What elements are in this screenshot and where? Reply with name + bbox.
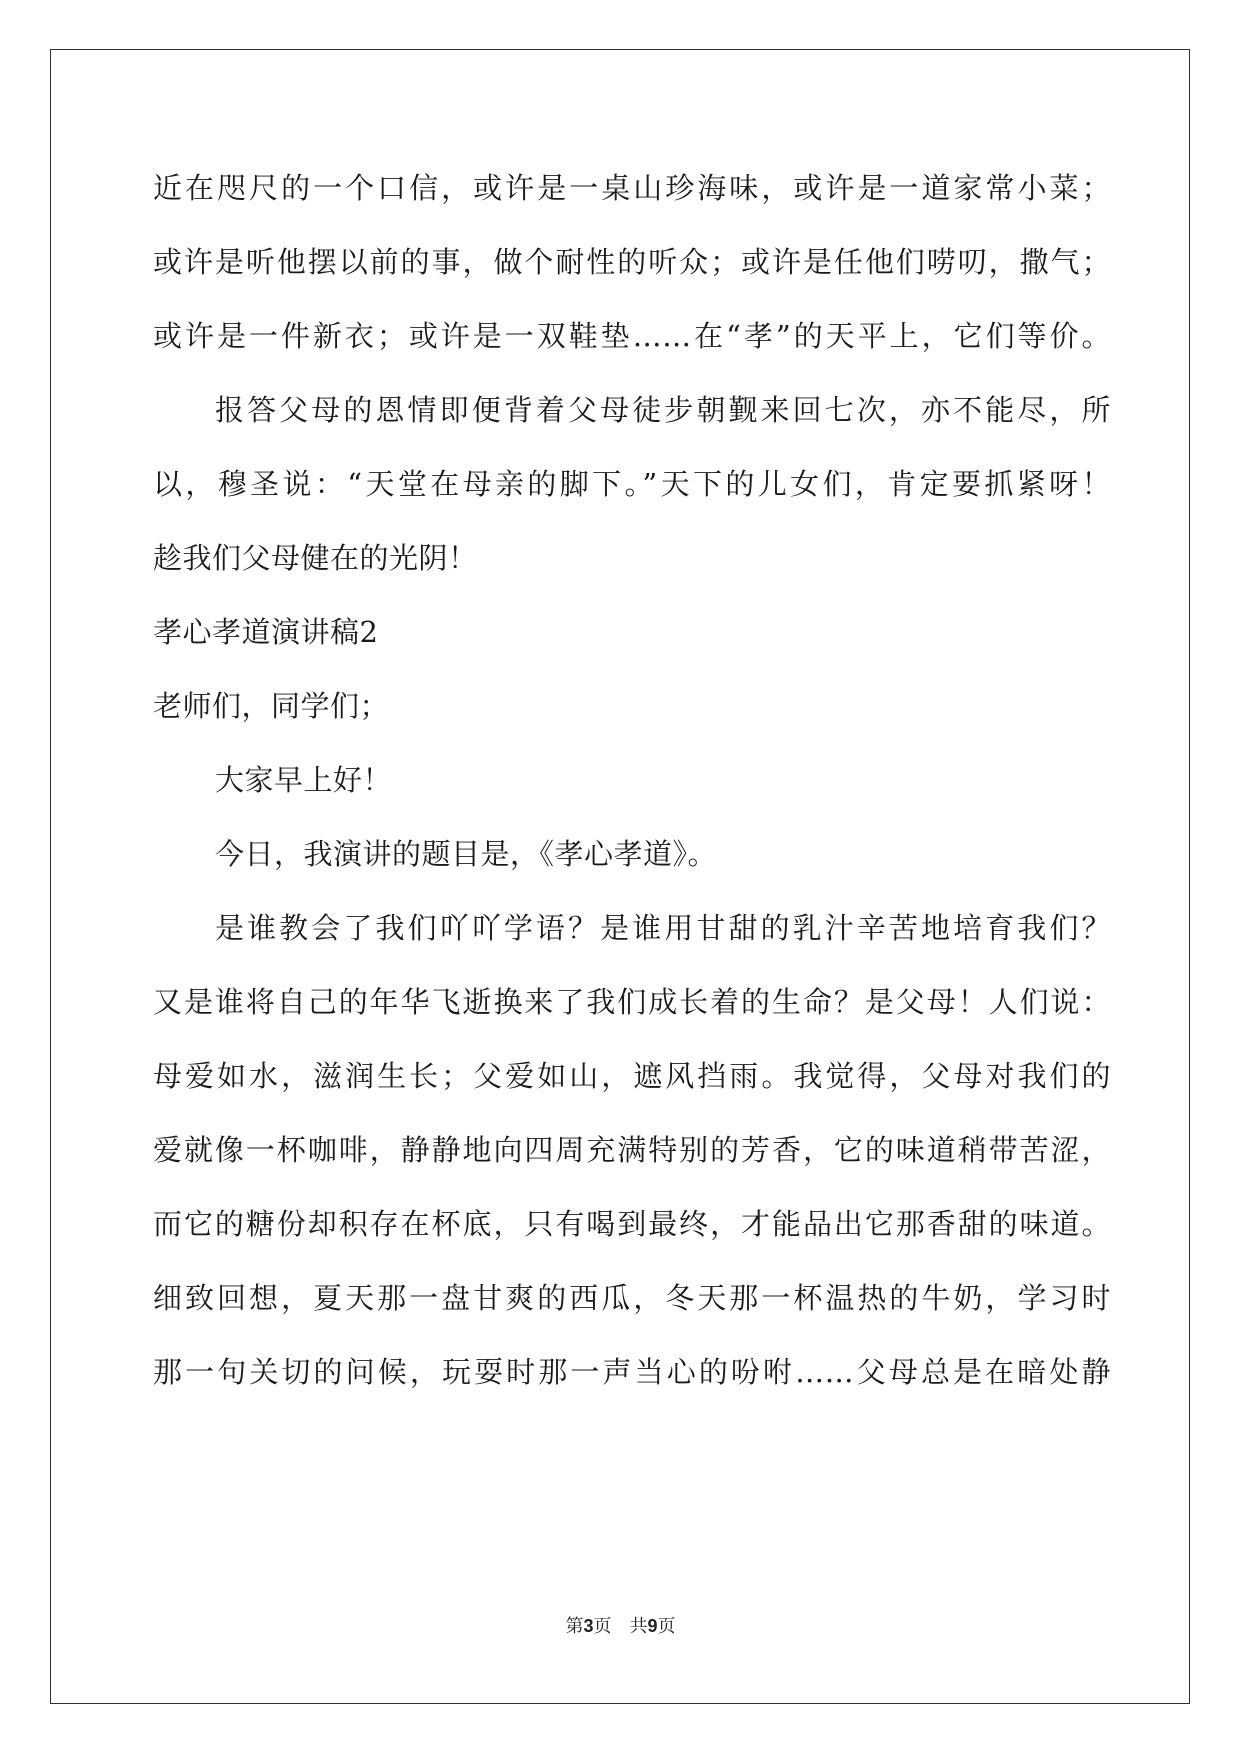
text-line: 以，穆圣说：“天堂在母亲的脚下。”天下的儿女们，肯定要抓紧呀！: [153, 467, 1111, 501]
total-page-number: 9: [647, 1616, 658, 1636]
text-line: 或许是一件新衣；或许是一双鞋垫……在“孝”的天平上，它们等价。: [153, 319, 1111, 353]
text-line: 近在咫尺的一个口信，或许是一桌山珍海味，或许是一道家常小菜；: [153, 171, 1111, 205]
page-mid: 页 共: [593, 1616, 648, 1637]
text-line: 那一句关切的问候，玩耍时那一声当心的吩咐……父母总是在暗处静: [153, 1355, 1111, 1389]
paragraph-first-line: 是谁教会了我们吖吖学语？是谁用甘甜的乳汁辛苦地培育我们？: [215, 911, 1111, 945]
text-line: 趁我们父母健在的光阴！: [153, 541, 478, 575]
document-body: [153, 168, 1111, 1426]
page-footer: [0, 1612, 1241, 1638]
greeting: 大家早上好！: [215, 763, 393, 797]
paragraph-first-line: 今日，我演讲的题目是，《孝心孝道》。: [215, 837, 718, 871]
text-line: 而它的糖份却积存在杯底，只有喝到最终，才能品出它那香甜的味道。: [153, 1207, 1111, 1241]
page-prefix: 第: [565, 1616, 584, 1637]
salutation: 老师们，同学们；: [153, 689, 390, 723]
paragraph-first-line: 报答父母的恩情即便背着父母徒步朝觐来回七次，亦不能尽，所: [215, 393, 1111, 427]
current-page-number: 3: [583, 1616, 594, 1636]
text-line: 又是谁将自己的年华飞逝换来了我们成长着的生命？是父母！人们说：: [153, 985, 1111, 1019]
page-suffix: 页: [657, 1616, 676, 1637]
text-line: 细致回想，夏天那一盘甘爽的西瓜，冬天那一杯温热的牛奶，学习时: [153, 1281, 1111, 1315]
text-line: 爱就像一杯咖啡，静静地向四周充满特别的芳香，它的味道稍带苦涩，: [153, 1133, 1111, 1167]
text-line: 或许是听他摆以前的事，做个耐性的听众；或许是任他们唠叨，撒气；: [153, 245, 1111, 279]
text-line: 母爱如水，滋润生长；父爱如山，遮风挡雨。我觉得，父母对我们的: [153, 1059, 1111, 1093]
section-heading: 孝心孝道演讲稿2: [153, 615, 379, 649]
